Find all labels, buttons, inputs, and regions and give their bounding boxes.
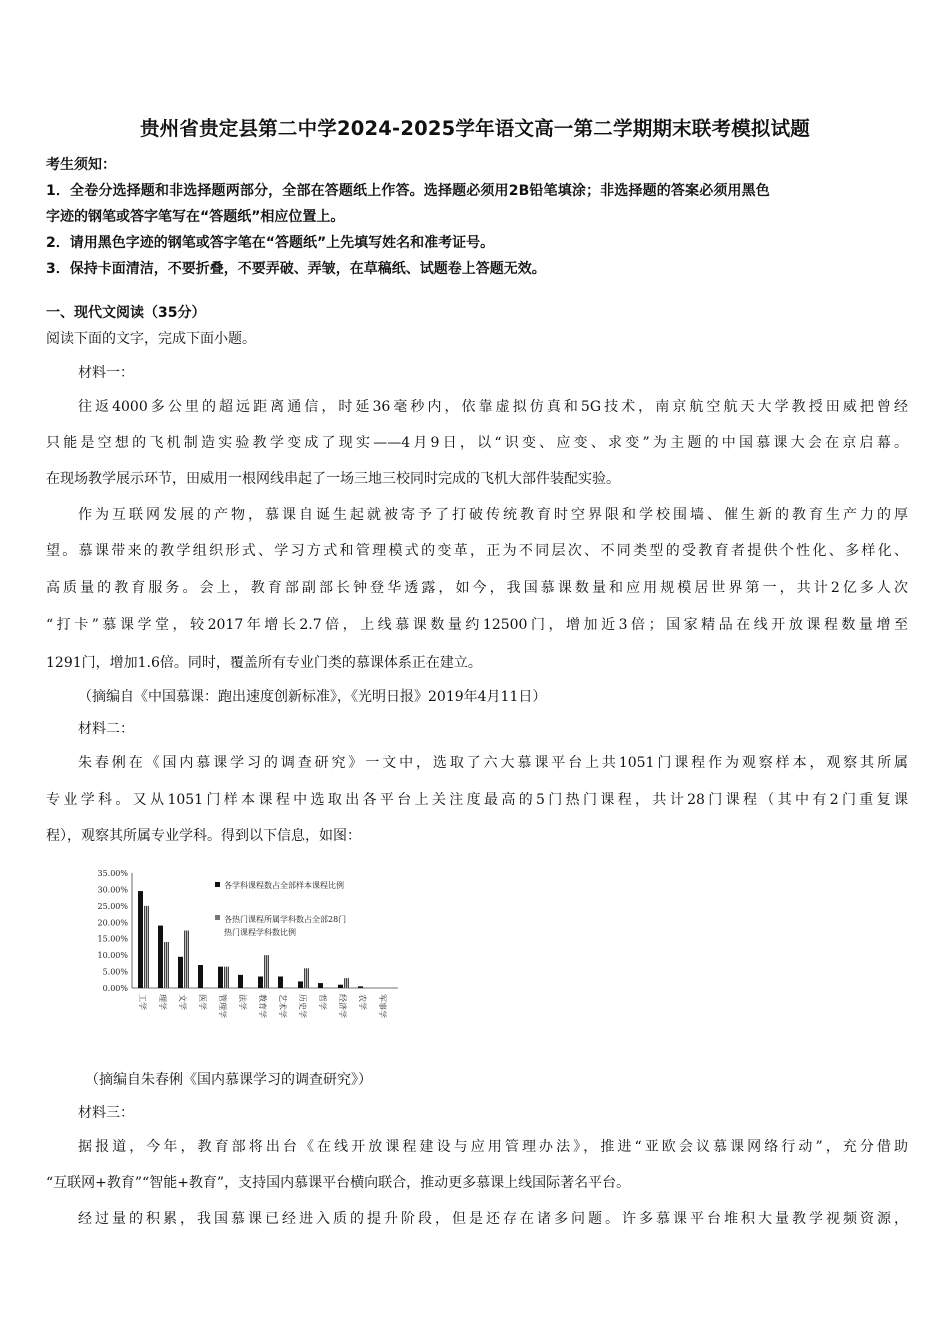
material-2-paragraph-1-line-3: 程），观察其所属专业学科。得到以下信息，如图：	[46, 828, 361, 844]
y-tick-label: 5.00%	[102, 967, 128, 977]
x-tick-label: 历史学	[298, 994, 307, 1018]
chart-x-tick-labels	[138, 994, 388, 1018]
bar-series-1-理学	[158, 926, 163, 988]
y-tick-label: 10.00%	[97, 951, 128, 961]
bar-series-1-哲学	[318, 983, 323, 988]
bar-series-1-农学	[358, 986, 363, 988]
y-tick-label: 20.00%	[97, 918, 128, 928]
material-3-label: 材料三：	[78, 1105, 134, 1121]
bar-series-1-艺术学	[278, 977, 283, 989]
bar-series-1-经济学	[338, 985, 343, 988]
chart-legend	[215, 880, 346, 937]
material-1-source: （摘编自《中国慕课：跑出速度创新标准》，《光明日报》2019年4月11日）	[78, 689, 547, 705]
material-3-paragraph-1-line-2: “互联网+教育”“智能+教育”，支持国内慕课平台横向联合，推动更多慕课上线国际著名平台。	[46, 1175, 631, 1191]
bar-series-1-医学	[198, 965, 203, 988]
x-tick-label: 医学	[198, 994, 207, 1010]
bar-series-1-法学	[238, 975, 243, 988]
bar-series-1-工学	[138, 891, 143, 988]
material-2-source: （摘编自朱春俐《国内慕课学习的调查研究》）	[85, 1072, 372, 1088]
x-tick-label: 理学	[158, 994, 167, 1010]
bar-series-2-工学	[144, 906, 149, 988]
material-3-paragraph-1-line-1: 据报道，今年，教育部将出台《在线开放课程建设与应用管理办法》，推进“亚欧会议慕课网络行动”，充分借助	[78, 1139, 908, 1155]
notice-item-2: 2．请用黑色字迹的钢笔或答字笔在“答题纸”上先填写姓名和准考证号。	[46, 235, 495, 251]
legend-label-series-2-line-1: 各热门课程所属学科数占全部28门	[224, 915, 347, 924]
material-1-paragraph-2-line-1: 作为互联网发展的产物，慕课自诞生起就被寄予了打破传统教育时空界限和学校围墙、催生新的教育生产力的厚	[78, 507, 908, 523]
bar-series-2-理学	[164, 942, 169, 988]
chart-bars	[138, 891, 363, 988]
y-tick-label: 30.00%	[97, 885, 128, 895]
material-1-paragraph-2-line-2: 望。慕课带来的教学组织形式、学习方式和管理模式的变革，正为不同层次、不同类型的受教育者提供个性化、多样化、	[46, 543, 908, 559]
material-3-paragraph-2-line-1: 经过量的积累，我国慕课已经进入质的提升阶段，但是还存在诸多问题。许多慕课平台堆积大量教学视频资源，	[78, 1211, 908, 1227]
material-1-label: 材料一：	[78, 365, 134, 381]
bar-series-2-文学	[184, 931, 189, 989]
legend-label-series-2-line-2: 热门课程学科数比例	[224, 928, 296, 937]
x-tick-label: 法学	[238, 994, 247, 1010]
bar-series-1-文学	[178, 957, 183, 988]
bar-series-2-经济学	[344, 978, 349, 988]
material-2-label: 材料二：	[78, 721, 134, 737]
exam-title: 贵州省贵定县第二中学2024-2025学年语文高一第二学期期末联考模拟试题	[139, 117, 811, 140]
notice-item-3: 3．保持卡面清洁，不要折叠，不要弄破、弄皱，在草稿纸、试题卷上答题无效。	[46, 261, 546, 277]
material-1-paragraph-1-line-2: 只能是空想的飞机制造实验教学变成了现实——4月9日，以“识变、应变、求变”为主题的中国慕课大会在京启幕。	[46, 435, 908, 451]
notice-item-1-line-2: 字迹的钢笔或答字笔写在“答题纸”相应位置上。	[46, 209, 345, 225]
x-tick-label: 管理学	[218, 994, 227, 1018]
bar-series-2-管理学	[224, 967, 229, 988]
x-tick-label: 教育学	[258, 994, 267, 1018]
x-tick-label: 经济学	[338, 994, 347, 1018]
y-tick-label: 25.00%	[97, 901, 128, 911]
material-2-paragraph-1-line-1: 朱春俐在《国内慕课学习的调查研究》一文中，选取了六大慕课平台上共1051门课程作为观察样本，观察其所属	[78, 755, 908, 771]
y-tick-label: 35.00%	[97, 869, 128, 878]
x-tick-label: 农学	[358, 994, 367, 1010]
legend-swatch-series-2	[215, 915, 220, 920]
x-tick-label: 军事学	[378, 994, 387, 1018]
material-2-paragraph-1-line-2: 专业学科。又从1051门样本课程中选取出各平台上关注度最高的5门热门课程，共计28门课程（其中有2门重复课	[46, 792, 908, 808]
chart-y-tick-labels	[97, 869, 128, 993]
x-tick-label: 艺术学	[278, 994, 287, 1018]
bar-series-2-教育学	[264, 955, 269, 988]
material-1-paragraph-1-line-1: 往返4000多公里的超远距离通信，时延36毫秒内，依靠虚拟仿真和5G技术，南京航空航天大学教授田威把曾经	[78, 399, 908, 415]
bar-series-1-历史学	[298, 981, 303, 988]
section-instruction: 阅读下面的文字，完成下面小题。	[46, 331, 256, 347]
notice-heading: 考生须知：	[46, 157, 116, 173]
bar-series-1-管理学	[218, 967, 223, 988]
legend-label-series-1: 各学科课程数占全部样本课程比例	[224, 881, 344, 890]
material-1-paragraph-1-line-3: 在现场教学展示环节，田威用一根网线串起了一场三地三校同时完成的飞机大部件装配实验。	[46, 471, 620, 487]
y-tick-label: 0.00%	[102, 984, 128, 993]
bar-series-2-历史学	[304, 968, 309, 988]
y-tick-label: 15.00%	[97, 934, 128, 944]
section-heading: 一、现代文阅读（35分）	[46, 305, 206, 321]
subject-ratio-bar-chart	[88, 862, 408, 1062]
material-1-paragraph-2-line-3: 高质量的教育服务。会上，教育部副部长钟登华透露，如今，我国慕课数量和应用规模居世界第一，共计2亿多人次	[46, 580, 908, 596]
notice-item-1-line-1: 1．全卷分选择题和非选择题两部分，全部在答题纸上作答。选择题必须用2B铅笔填涂；非选择题的答案必须用黑色	[46, 183, 770, 199]
legend-swatch-series-1	[215, 882, 220, 887]
material-1-paragraph-2-line-5: 1291门，增加1.6倍。同时，覆盖所有专业门类的慕课体系正在建立。	[46, 655, 482, 671]
x-tick-label: 哲学	[318, 994, 327, 1010]
x-tick-label: 工学	[138, 994, 147, 1010]
bar-series-1-教育学	[258, 977, 263, 989]
material-1-paragraph-2-line-4: “打卡”慕课学堂，较2017年增长2.7倍，上线慕课数量约12500门，增加近3倍；国家精品在线开放课程数量增至	[46, 617, 908, 633]
x-tick-label: 文学	[178, 994, 187, 1010]
